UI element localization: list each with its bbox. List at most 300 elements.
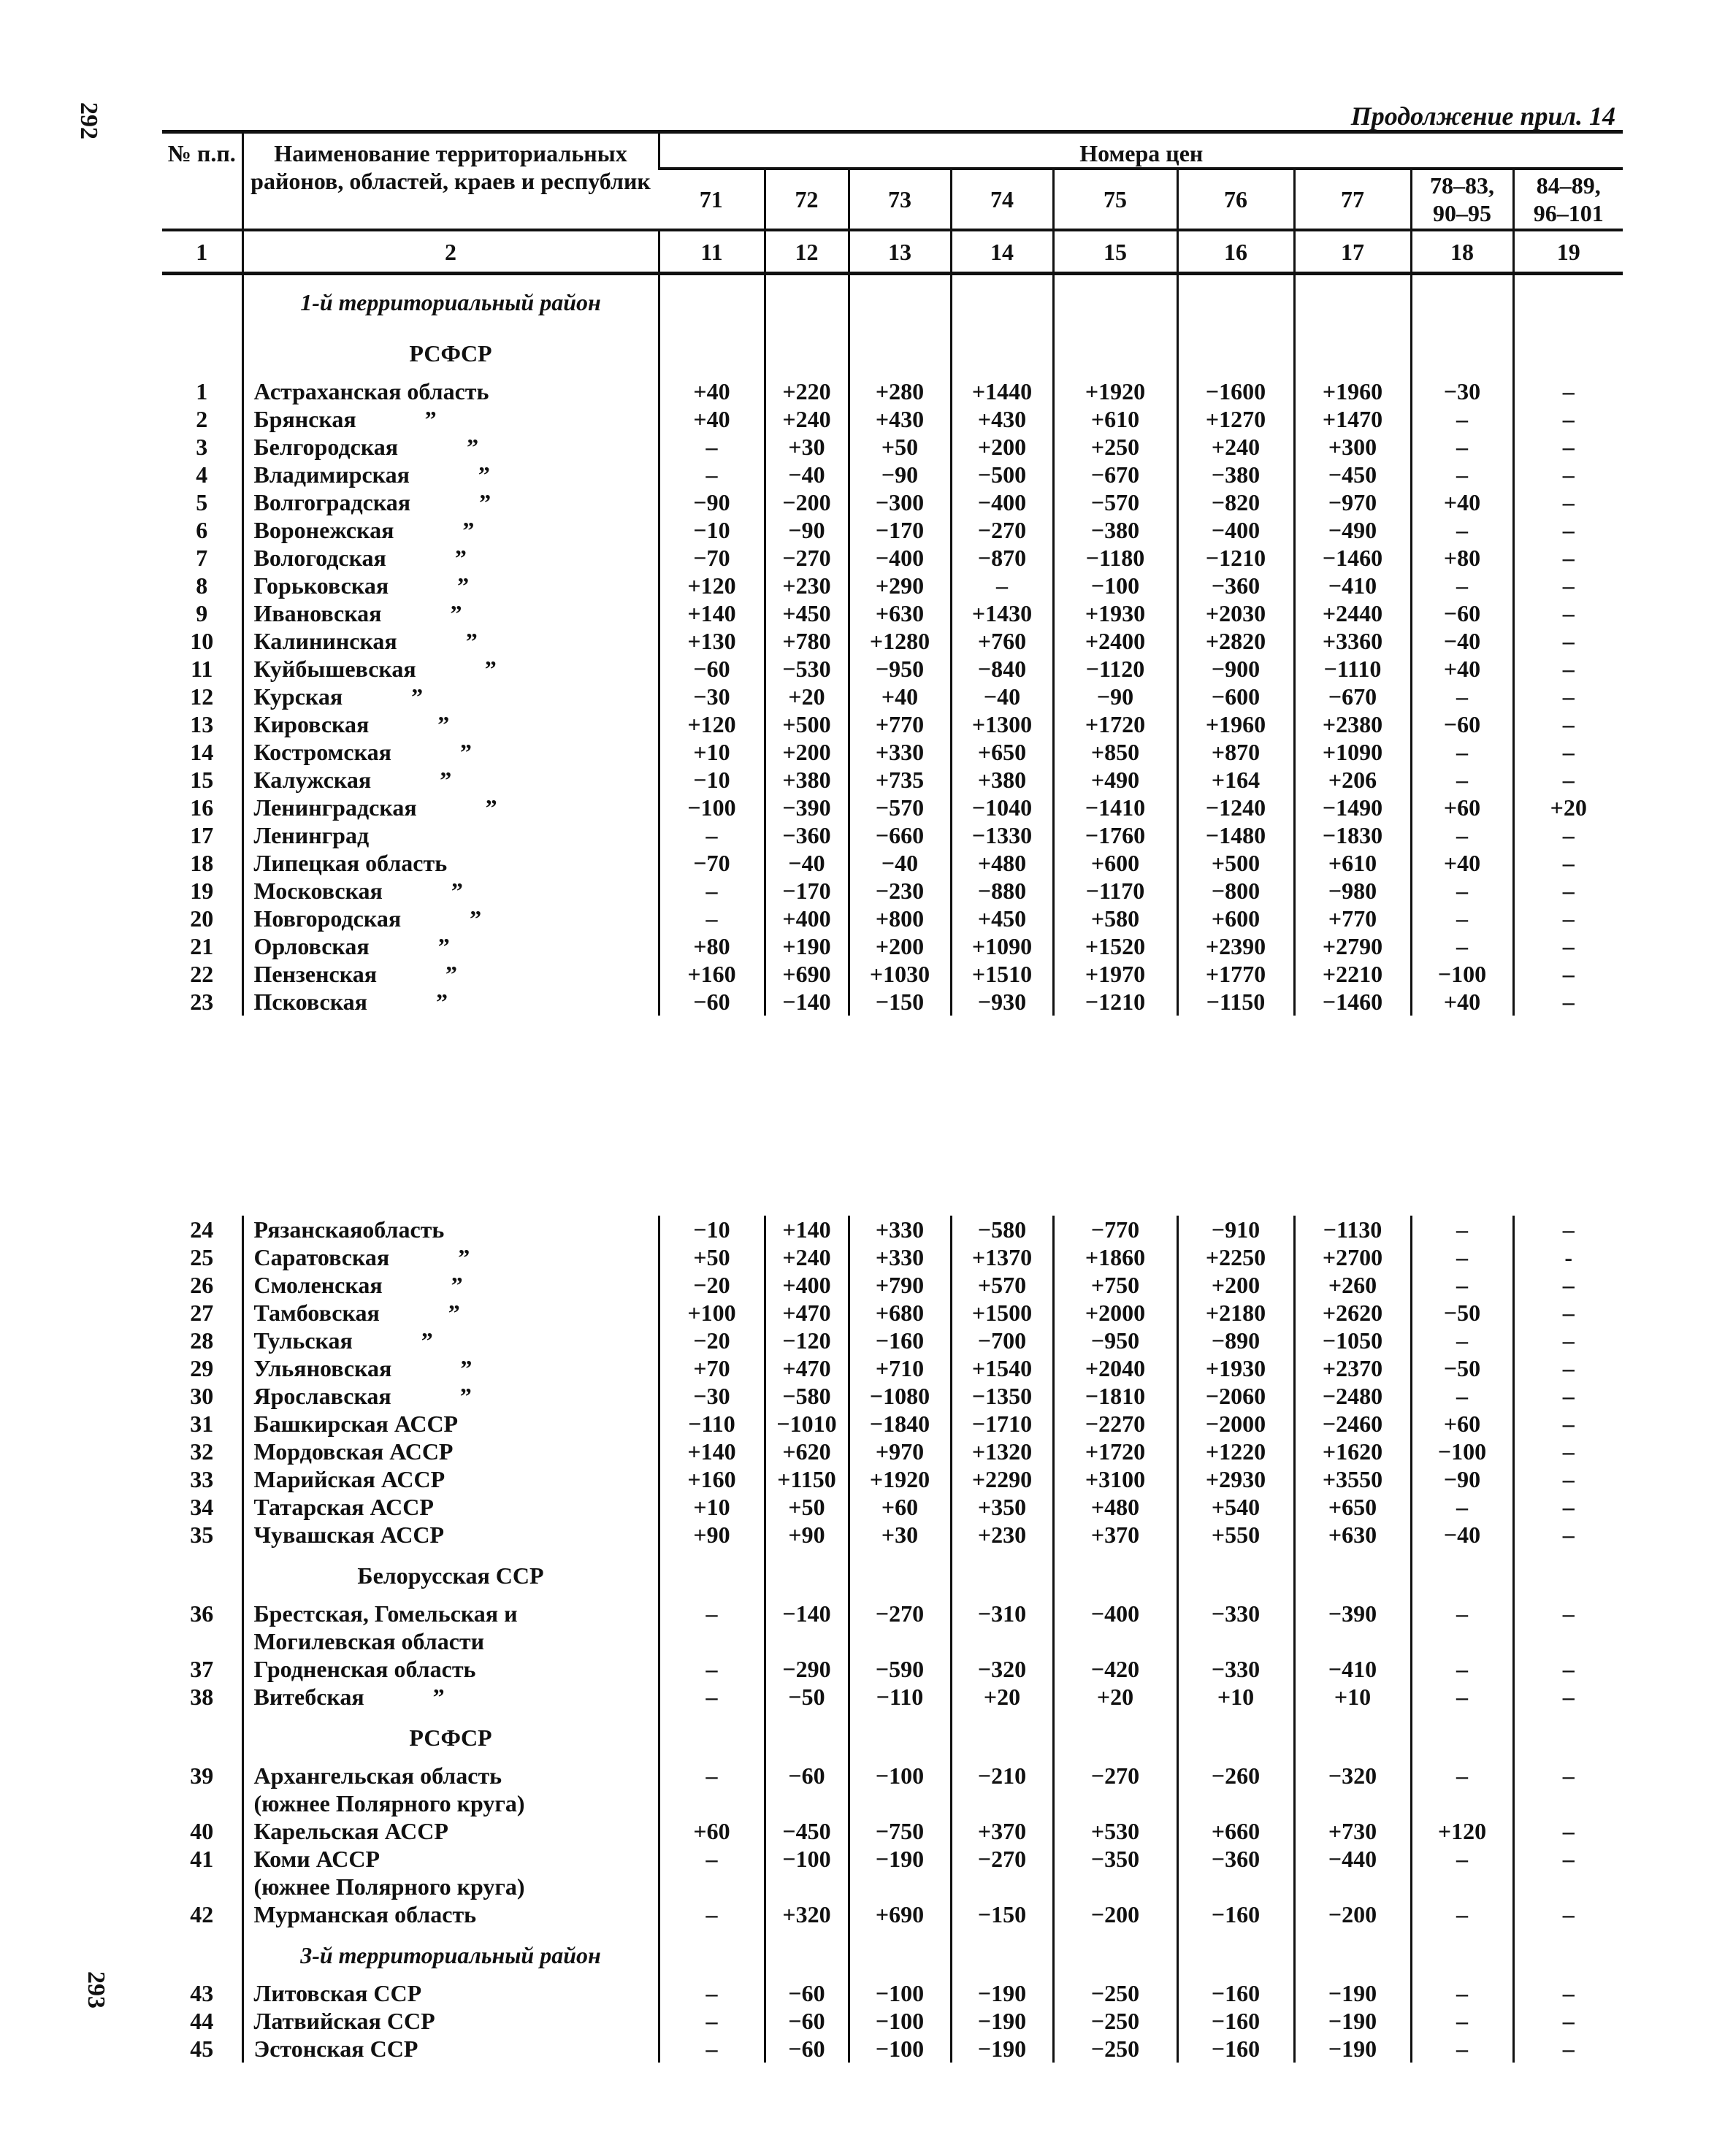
region-name: [242, 461, 659, 488]
price-value: +380: [951, 766, 1053, 794]
region-name: [242, 1900, 659, 1928]
cell-empty: [162, 1549, 242, 1600]
table-row: [162, 627, 1623, 655]
price-value: −1210: [1053, 988, 1177, 1016]
region-name-text: Московская: [253, 878, 383, 904]
price-value: +50: [659, 1243, 765, 1271]
cell-empty: [1513, 1711, 1623, 1762]
price-value: −1330: [951, 821, 1053, 849]
price-value: −150: [849, 988, 951, 1016]
price-value: –: [1513, 433, 1623, 461]
price-value: −50: [1411, 1354, 1513, 1382]
price-value: −880: [951, 877, 1053, 905]
row-number: 1: [196, 378, 208, 404]
row-number: 27: [190, 1300, 214, 1326]
price-value: −1840: [849, 1410, 951, 1438]
region-name-text: Брестская, Гомельская и: [253, 1600, 518, 1627]
price-value: +2040: [1053, 1354, 1177, 1382]
price-value: −40: [951, 683, 1053, 710]
region-name: [242, 433, 659, 461]
cell-empty: [1411, 1928, 1513, 1979]
ditto-mark: ”: [457, 572, 470, 599]
price-value: –: [1411, 905, 1513, 932]
region-name-text: Владимирская: [253, 461, 410, 488]
header-price-col: 84–89, 96–101: [1513, 169, 1623, 230]
region-name: [242, 1493, 659, 1521]
row-number: 26: [190, 1272, 214, 1298]
region-name-text: Вологодская: [253, 545, 386, 571]
price-value: –: [1411, 1327, 1513, 1354]
price-value: +580: [1053, 905, 1177, 932]
row-number: 28: [190, 1327, 214, 1354]
header-index-cell: 12: [765, 230, 849, 274]
price-value: +790: [849, 1271, 951, 1299]
price-value: +2390: [1177, 932, 1294, 960]
header-index-cell: 19: [1513, 230, 1623, 274]
row-number: 32: [190, 1438, 214, 1465]
price-value: −120: [765, 1327, 849, 1354]
price-value: +30: [765, 433, 849, 461]
price-value: +2440: [1294, 599, 1411, 627]
price-value: –: [1411, 405, 1513, 433]
cell-empty: [1053, 274, 1177, 327]
header-index-cell: 1: [162, 230, 242, 274]
price-value: −900: [1177, 655, 1294, 683]
table-row: [162, 1410, 1623, 1438]
row-number: 18: [190, 850, 214, 876]
row-number: 9: [196, 600, 208, 626]
price-value: +1500: [951, 1299, 1053, 1327]
price-value: +1970: [1053, 960, 1177, 988]
price-value: +3550: [1294, 1465, 1411, 1493]
table-row: [162, 572, 1623, 599]
header-index-cell: 11: [659, 230, 765, 274]
region-name: [242, 1438, 659, 1465]
price-value: –: [1411, 821, 1513, 849]
region-name: [242, 1382, 659, 1410]
table-row: [162, 1493, 1623, 1521]
region-name-text: Калужская: [253, 767, 372, 793]
price-value: –: [1513, 932, 1623, 960]
table-row: [162, 1521, 1623, 1549]
row-number: 30: [190, 1383, 214, 1409]
row-number: 10: [190, 628, 214, 654]
price-value: +164: [1177, 766, 1294, 794]
region-name-text: Архангельская область: [253, 1762, 502, 1789]
cell-empty: [1294, 1928, 1411, 1979]
cell-empty: [1513, 1549, 1623, 1600]
price-value: –: [1513, 1979, 1623, 2007]
price-value: −670: [1053, 461, 1177, 488]
header-price-col: 78–83, 90–95: [1411, 169, 1513, 230]
price-value: +280: [849, 377, 951, 405]
region-name: [242, 1410, 659, 1438]
region-name-text: Ленинград: [253, 822, 370, 848]
price-value: +80: [659, 932, 765, 960]
price-value: −700: [951, 1327, 1053, 1354]
region-name-text: Кировская: [253, 711, 370, 737]
cell-empty: [951, 1711, 1053, 1762]
price-value: −160: [1177, 2035, 1294, 2063]
price-value: −390: [765, 794, 849, 821]
price-value: +206: [1294, 766, 1411, 794]
table-row: [162, 1762, 1623, 1817]
price-value: +60: [659, 1817, 765, 1845]
price-value: +330: [849, 1243, 951, 1271]
section-row: [162, 274, 1623, 327]
region-name-text: Саратовская: [253, 1244, 390, 1270]
price-value: −170: [849, 516, 951, 544]
header-index-cell: 13: [849, 230, 951, 274]
price-value: +600: [1053, 849, 1177, 877]
cell-empty: [765, 1549, 849, 1600]
price-value: +570: [951, 1271, 1053, 1299]
region-name-text: Литовская ССР: [253, 1980, 422, 2006]
region-name: [242, 599, 659, 627]
price-value: −1130: [1294, 1216, 1411, 1243]
price-value: −10: [659, 516, 765, 544]
table-row: [162, 1683, 1623, 1711]
price-value: −1050: [1294, 1327, 1411, 1354]
price-value: −320: [1294, 1762, 1411, 1817]
price-value: +50: [765, 1493, 849, 1521]
region-name: [242, 1845, 659, 1900]
header-index-cell: 16: [1177, 230, 1294, 274]
price-value: +680: [849, 1299, 951, 1327]
price-value: +735: [849, 766, 951, 794]
price-value: +1920: [1053, 377, 1177, 405]
table-row: [162, 1327, 1623, 1354]
price-value: +320: [765, 1900, 849, 1928]
price-value: +40: [1411, 988, 1513, 1016]
price-value: −330: [1177, 1600, 1294, 1655]
price-value: +490: [1053, 766, 1177, 794]
table-row: [162, 960, 1623, 988]
region-name: [242, 683, 659, 710]
price-value: +2030: [1177, 599, 1294, 627]
price-value: +40: [659, 405, 765, 433]
price-value: −40: [765, 849, 849, 877]
price-value: −90: [1053, 683, 1177, 710]
price-value: −450: [765, 1817, 849, 1845]
price-value: −1180: [1053, 544, 1177, 572]
price-value: +1280: [849, 627, 951, 655]
table-row: [162, 1465, 1623, 1493]
price-value: +1960: [1177, 710, 1294, 738]
price-value: +480: [951, 849, 1053, 877]
price-value: −50: [765, 1683, 849, 1711]
price-value: −70: [659, 849, 765, 877]
price-value: +970: [849, 1438, 951, 1465]
region-name: [242, 905, 659, 932]
table-row: [162, 1979, 1623, 2007]
price-value: –: [1411, 1845, 1513, 1900]
price-value: +60: [1411, 1410, 1513, 1438]
region-name-text: Псковская: [253, 989, 367, 1015]
table-row: [162, 433, 1623, 461]
price-value: –: [1513, 1299, 1623, 1327]
header-index-cell: 2: [242, 230, 659, 274]
region-name: [242, 1979, 659, 2007]
table-row: [162, 2035, 1623, 2063]
price-value: –: [659, 2007, 765, 2035]
price-value: −1490: [1294, 794, 1411, 821]
row-number: 15: [190, 767, 214, 793]
price-value: −530: [765, 655, 849, 683]
row-number: 31: [190, 1411, 214, 1437]
price-value: +40: [1411, 488, 1513, 516]
price-value: +160: [659, 960, 765, 988]
price-value: −800: [1177, 877, 1294, 905]
price-value: −160: [1177, 1979, 1294, 2007]
row-number: 6: [196, 517, 208, 543]
price-value: +630: [849, 599, 951, 627]
price-value: –: [1513, 1216, 1623, 1243]
row-number: 42: [190, 1901, 214, 1927]
table-row: [162, 877, 1623, 905]
region-name: [242, 627, 659, 655]
price-value: +260: [1294, 1271, 1411, 1299]
price-value: −190: [951, 1979, 1053, 2007]
region-name-line2: (южнее Полярного круга): [253, 1790, 525, 1817]
region-name: [242, 988, 659, 1016]
price-value: −100: [1053, 572, 1177, 599]
row-number: 13: [190, 711, 214, 737]
price-value: −1760: [1053, 821, 1177, 849]
row-number: 44: [190, 2008, 214, 2034]
header-price-col: 73: [849, 169, 951, 230]
price-value: –: [1513, 1817, 1623, 1845]
table-row: [162, 1382, 1623, 1410]
price-value: +1860: [1053, 1243, 1177, 1271]
table-row: [162, 655, 1623, 683]
cell-empty: [162, 326, 242, 377]
price-value: −200: [765, 488, 849, 516]
ditto-mark: ”: [437, 933, 450, 959]
price-value: –: [1513, 1655, 1623, 1683]
price-value: –: [659, 1655, 765, 1683]
price-value: +20: [765, 683, 849, 710]
region-name: [242, 877, 659, 905]
price-value: +1370: [951, 1243, 1053, 1271]
region-name: [242, 766, 659, 794]
price-value: –: [659, 2035, 765, 2063]
price-value: –: [1513, 1382, 1623, 1410]
cell-empty: [1177, 1711, 1294, 1762]
price-value: +140: [765, 1216, 849, 1243]
section-row: [162, 1928, 1623, 1979]
cell-empty: [659, 1928, 765, 1979]
region-name: [242, 1299, 659, 1327]
price-value: −100: [765, 1845, 849, 1900]
price-value: +20: [1053, 1683, 1177, 1711]
price-value: −380: [1053, 516, 1177, 544]
price-value: +2370: [1294, 1354, 1411, 1382]
price-value: –: [1513, 1493, 1623, 1521]
price-value: +530: [1053, 1817, 1177, 1845]
price-value: +450: [765, 599, 849, 627]
price-value: −590: [849, 1655, 951, 1683]
cell-empty: [951, 1928, 1053, 1979]
table-row: [162, 905, 1623, 932]
ditto-mark: ”: [459, 739, 472, 765]
region-name-text: Ульяновская: [253, 1355, 392, 1381]
row-number: 7: [196, 545, 208, 571]
table-row: [162, 794, 1623, 821]
price-value: +140: [659, 1438, 765, 1465]
price-value: −870: [951, 544, 1053, 572]
price-value: −490: [1294, 516, 1411, 544]
row-number: 11: [191, 656, 213, 682]
row-number: 8: [196, 572, 208, 599]
price-value: −170: [765, 877, 849, 905]
ditto-mark: ”: [448, 1300, 460, 1326]
price-value: –: [1513, 1683, 1623, 1711]
price-value: +20: [951, 1683, 1053, 1711]
price-value: −270: [951, 1845, 1053, 1900]
price-value: +300: [1294, 433, 1411, 461]
cell-empty: [659, 1711, 765, 1762]
price-value: +3360: [1294, 627, 1411, 655]
price-value: +40: [1411, 655, 1513, 683]
price-value: −600: [1177, 683, 1294, 710]
row-number: 21: [190, 933, 214, 959]
price-value: −110: [659, 1410, 765, 1438]
region-name-text: Горьковская: [253, 572, 389, 599]
price-value: +190: [765, 932, 849, 960]
table-row: [162, 1216, 1623, 1243]
price-value: +130: [659, 627, 765, 655]
row-number: 37: [190, 1656, 214, 1682]
row-number: 16: [190, 794, 214, 821]
price-value: –: [1513, 655, 1623, 683]
ditto-mark: ”: [437, 711, 450, 737]
price-value: +850: [1053, 738, 1177, 766]
cell-empty: [162, 274, 242, 327]
region-name-text: Гродненская область: [253, 1656, 476, 1682]
price-value: −20: [659, 1327, 765, 1354]
price-value: +650: [951, 738, 1053, 766]
price-value: −270: [951, 516, 1053, 544]
price-value: +1720: [1053, 1438, 1177, 1465]
row-number: 14: [190, 739, 214, 765]
price-value: +1770: [1177, 960, 1294, 988]
row-number: 22: [190, 961, 214, 987]
region-name-text: Белгородская: [253, 434, 399, 460]
table-row: [162, 488, 1623, 516]
price-value: –: [1513, 849, 1623, 877]
price-value: +50: [849, 433, 951, 461]
row-number: 20: [190, 905, 214, 932]
cell-empty: [1294, 1711, 1411, 1762]
price-value: −160: [1177, 1900, 1294, 1928]
price-value: +350: [951, 1493, 1053, 1521]
price-value: +2000: [1053, 1299, 1177, 1327]
region-name-text: Рязанская: [253, 1216, 363, 1243]
price-value: –: [1513, 2035, 1623, 2063]
price-value: −100: [849, 2035, 951, 2063]
price-value: +90: [659, 1521, 765, 1549]
price-value: −350: [1053, 1845, 1177, 1900]
header-name: Наименование территориальных районов, областей, краев и республик: [242, 132, 659, 231]
header-price-col: 74: [951, 169, 1053, 230]
price-value: +120: [659, 572, 765, 599]
ditto-mark: ”: [479, 489, 492, 515]
price-value: −70: [659, 544, 765, 572]
section-title: Белорусская ССР: [242, 1549, 659, 1600]
region-name-text: Эстонская ССР: [253, 2036, 418, 2062]
price-value: +2700: [1294, 1243, 1411, 1271]
price-value: −10: [659, 766, 765, 794]
region-name-text: Куйбышевская: [253, 656, 416, 682]
price-value: –: [1513, 1410, 1623, 1438]
price-value: +1220: [1177, 1438, 1294, 1465]
row-number: 4: [196, 461, 208, 488]
region-name: [242, 516, 659, 544]
region-name: [242, 849, 659, 877]
price-value: −1010: [765, 1410, 849, 1438]
price-value: +430: [951, 405, 1053, 433]
price-value: +230: [951, 1521, 1053, 1549]
table-row: [162, 1655, 1623, 1683]
price-value: +610: [1053, 405, 1177, 433]
price-value: –: [659, 1900, 765, 1928]
price-value: −140: [765, 1600, 849, 1655]
price-value: +10: [659, 738, 765, 766]
price-value: −60: [765, 1979, 849, 2007]
price-value: –: [1411, 877, 1513, 905]
price-value: +120: [659, 710, 765, 738]
price-value: –: [1513, 960, 1623, 988]
price-value: +690: [765, 960, 849, 988]
price-value: +1920: [849, 1465, 951, 1493]
price-value: –: [1411, 461, 1513, 488]
price-value: +1520: [1053, 932, 1177, 960]
region-name-text: Ивановская: [253, 600, 382, 626]
region-name: [242, 1655, 659, 1683]
ditto-mark: ”: [451, 878, 463, 904]
price-value: −1410: [1053, 794, 1177, 821]
price-value: −360: [765, 821, 849, 849]
cell-empty: [659, 326, 765, 377]
header-price-col: 76: [1177, 169, 1294, 230]
price-value: –: [1513, 1762, 1623, 1817]
cell-empty: [765, 274, 849, 327]
price-value: –: [1411, 932, 1513, 960]
price-value: –: [659, 1762, 765, 1817]
price-value: −60: [765, 1762, 849, 1817]
ditto-mark: ”: [465, 628, 478, 654]
price-value: −820: [1177, 488, 1294, 516]
price-value: +760: [951, 627, 1053, 655]
price-value: –: [1411, 1979, 1513, 2007]
price-value: +2290: [951, 1465, 1053, 1493]
price-value: +470: [765, 1299, 849, 1327]
price-value: –: [659, 877, 765, 905]
ditto-mark: ”: [451, 1272, 463, 1298]
ditto-mark: ”: [470, 905, 482, 932]
cell-empty: [849, 1549, 951, 1600]
region-name: [242, 710, 659, 738]
region-name-text: Новгородская: [253, 905, 402, 932]
price-value: +2930: [1177, 1465, 1294, 1493]
price-value: −1120: [1053, 655, 1177, 683]
price-value: –: [659, 1600, 765, 1655]
price-value: +3100: [1053, 1465, 1177, 1493]
price-value: −140: [765, 988, 849, 1016]
ditto-mark: ”: [454, 545, 467, 571]
region-name: [242, 572, 659, 599]
